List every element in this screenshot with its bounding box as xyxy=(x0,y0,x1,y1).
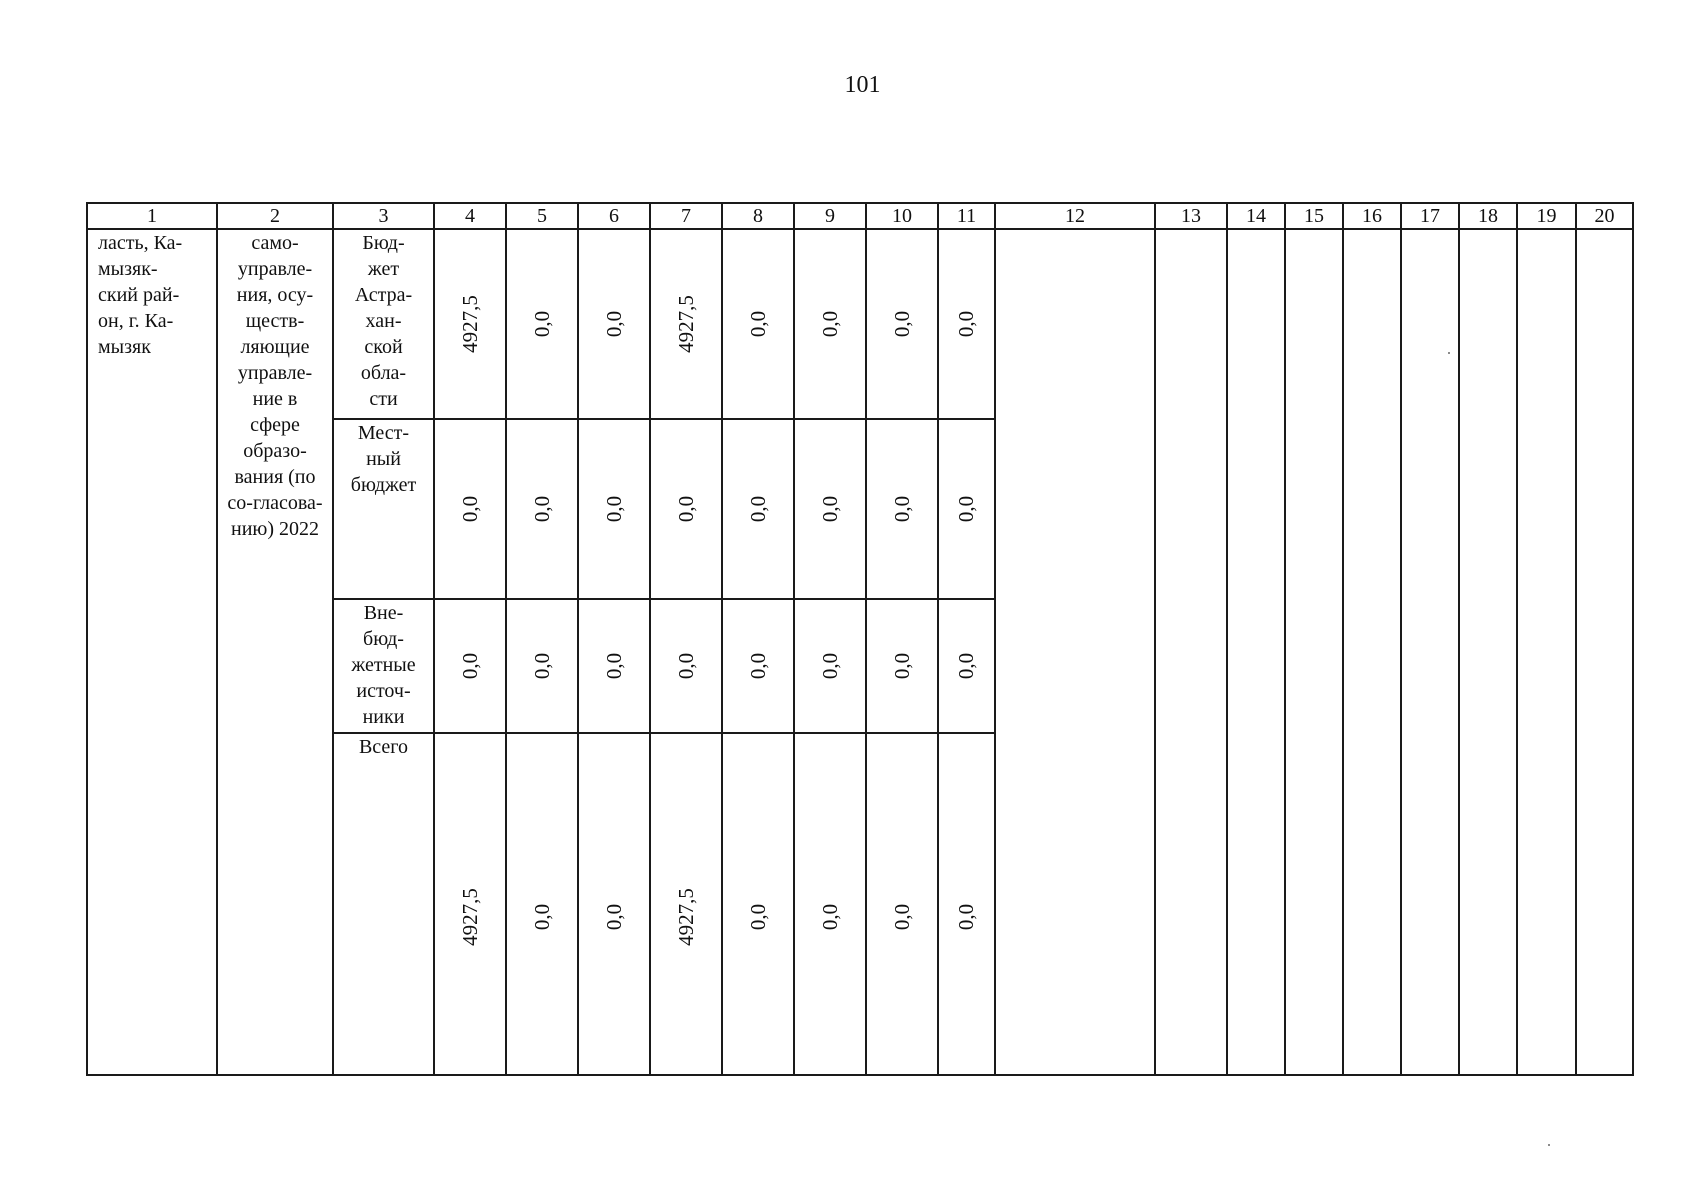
column-header: 6 xyxy=(578,203,650,229)
column-header: 14 xyxy=(1227,203,1285,229)
column-number-row xyxy=(87,203,1633,229)
value-cell xyxy=(578,599,650,733)
value-text: 0,0 xyxy=(818,652,842,679)
value-cell xyxy=(578,733,650,1075)
value-text: 0,0 xyxy=(818,310,842,337)
column-header: 2 xyxy=(217,203,333,229)
value-text: 0,0 xyxy=(458,495,482,522)
column-header: 18 xyxy=(1459,203,1517,229)
value-cell xyxy=(434,229,506,419)
column-header: 19 xyxy=(1517,203,1576,229)
table-row xyxy=(87,229,1633,419)
value-text: 0,0 xyxy=(954,903,979,931)
value-text: 4927,5 xyxy=(674,294,698,353)
column-header: 17 xyxy=(1401,203,1459,229)
value-text: 0,0 xyxy=(818,903,842,931)
page-number: 101 xyxy=(844,72,881,98)
value-text: 0,0 xyxy=(890,310,914,337)
column-header: 5 xyxy=(506,203,578,229)
column-header: 9 xyxy=(794,203,866,229)
value-text: 0,0 xyxy=(602,495,626,522)
value-text: 0,0 xyxy=(890,652,914,679)
value-text: 0,0 xyxy=(458,652,482,679)
executor-cell xyxy=(217,229,333,1075)
value-text: 0,0 xyxy=(530,903,554,931)
value-text: 0,0 xyxy=(818,495,842,522)
value-text: 0,0 xyxy=(530,495,554,522)
value-cell xyxy=(938,229,995,419)
value-text: 0,0 xyxy=(674,652,698,679)
value-cell xyxy=(722,419,794,599)
value-cell xyxy=(578,229,650,419)
empty-cell xyxy=(1155,229,1227,1075)
territory-text: ласть, Ка-мызяк-ский рай-он, г. Ка-мызяк xyxy=(98,232,183,358)
value-text: 0,0 xyxy=(602,652,626,679)
scan-speck xyxy=(1448,352,1450,354)
value-text: 0,0 xyxy=(746,495,770,522)
column-header: 7 xyxy=(650,203,722,229)
value-cell xyxy=(794,419,866,599)
value-cell xyxy=(722,733,794,1075)
value-cell xyxy=(866,419,938,599)
empty-cell xyxy=(1285,229,1343,1075)
value-text: 0,0 xyxy=(602,903,626,931)
value-cell xyxy=(434,419,506,599)
value-cell xyxy=(506,419,578,599)
value-text: 4927,5 xyxy=(674,888,698,946)
territory-cell xyxy=(87,229,217,1075)
value-cell xyxy=(938,599,995,733)
empty-cell xyxy=(1343,229,1401,1075)
scan-speck xyxy=(1548,1144,1550,1146)
source-cell xyxy=(333,229,434,419)
empty-cell xyxy=(1576,229,1633,1075)
value-text: 0,0 xyxy=(890,495,914,522)
value-cell xyxy=(794,229,866,419)
empty-cell xyxy=(995,229,1155,1075)
empty-cell xyxy=(1401,229,1459,1075)
column-header: 12 xyxy=(995,203,1155,229)
column-header: 20 xyxy=(1576,203,1633,229)
value-cell xyxy=(506,733,578,1075)
value-text: 0,0 xyxy=(674,495,698,522)
value-cell xyxy=(938,419,995,599)
value-cell xyxy=(434,733,506,1075)
source-text: Мест-ный бюджет xyxy=(350,422,417,496)
value-text: 0,0 xyxy=(890,903,914,931)
empty-cell xyxy=(1517,229,1576,1075)
empty-cell xyxy=(1459,229,1517,1075)
value-cell xyxy=(794,733,866,1075)
column-header: 3 xyxy=(333,203,434,229)
value-text: 4927,5 xyxy=(458,294,482,353)
value-text: 0,0 xyxy=(954,310,979,337)
source-text: Бюд-жет Астра-хан-ской обла-сти xyxy=(354,232,413,410)
value-text: 0,0 xyxy=(746,310,770,337)
value-text: 0,0 xyxy=(746,652,770,679)
value-text: 0,0 xyxy=(746,903,770,931)
column-header: 16 xyxy=(1343,203,1401,229)
value-cell xyxy=(506,599,578,733)
value-cell xyxy=(650,419,722,599)
value-cell xyxy=(722,599,794,733)
source-text: Вне-бюд-жетные источ-ники xyxy=(351,602,416,728)
column-header: 10 xyxy=(866,203,938,229)
value-text: 0,0 xyxy=(602,310,626,337)
column-header: 1 xyxy=(87,203,217,229)
value-text: 0,0 xyxy=(954,652,979,679)
column-header: 13 xyxy=(1155,203,1227,229)
value-cell xyxy=(650,733,722,1075)
value-text: 0,0 xyxy=(530,310,554,337)
value-cell xyxy=(650,229,722,419)
column-header: 11 xyxy=(938,203,995,229)
budget-table xyxy=(86,202,1634,1076)
value-cell xyxy=(578,419,650,599)
source-cell xyxy=(333,419,434,599)
value-cell xyxy=(650,599,722,733)
column-header: 4 xyxy=(434,203,506,229)
value-text: 0,0 xyxy=(954,495,979,522)
value-text: 4927,5 xyxy=(458,888,482,946)
source-cell xyxy=(333,599,434,733)
empty-cell xyxy=(1227,229,1285,1075)
value-cell xyxy=(938,733,995,1075)
value-cell xyxy=(506,229,578,419)
value-cell xyxy=(866,599,938,733)
executor-text: само-управле-ния, осу-ществ-ляющие управле-ние в сфере образо-вания (по со-гласова-нию) 2022 xyxy=(227,232,323,540)
column-header: 15 xyxy=(1285,203,1343,229)
value-cell xyxy=(866,229,938,419)
column-header: 8 xyxy=(722,203,794,229)
value-cell xyxy=(866,733,938,1075)
source-cell xyxy=(333,733,434,1075)
value-cell xyxy=(722,229,794,419)
value-text: 0,0 xyxy=(530,652,554,679)
value-cell xyxy=(794,599,866,733)
source-text: Всего xyxy=(358,736,409,758)
value-cell xyxy=(434,599,506,733)
